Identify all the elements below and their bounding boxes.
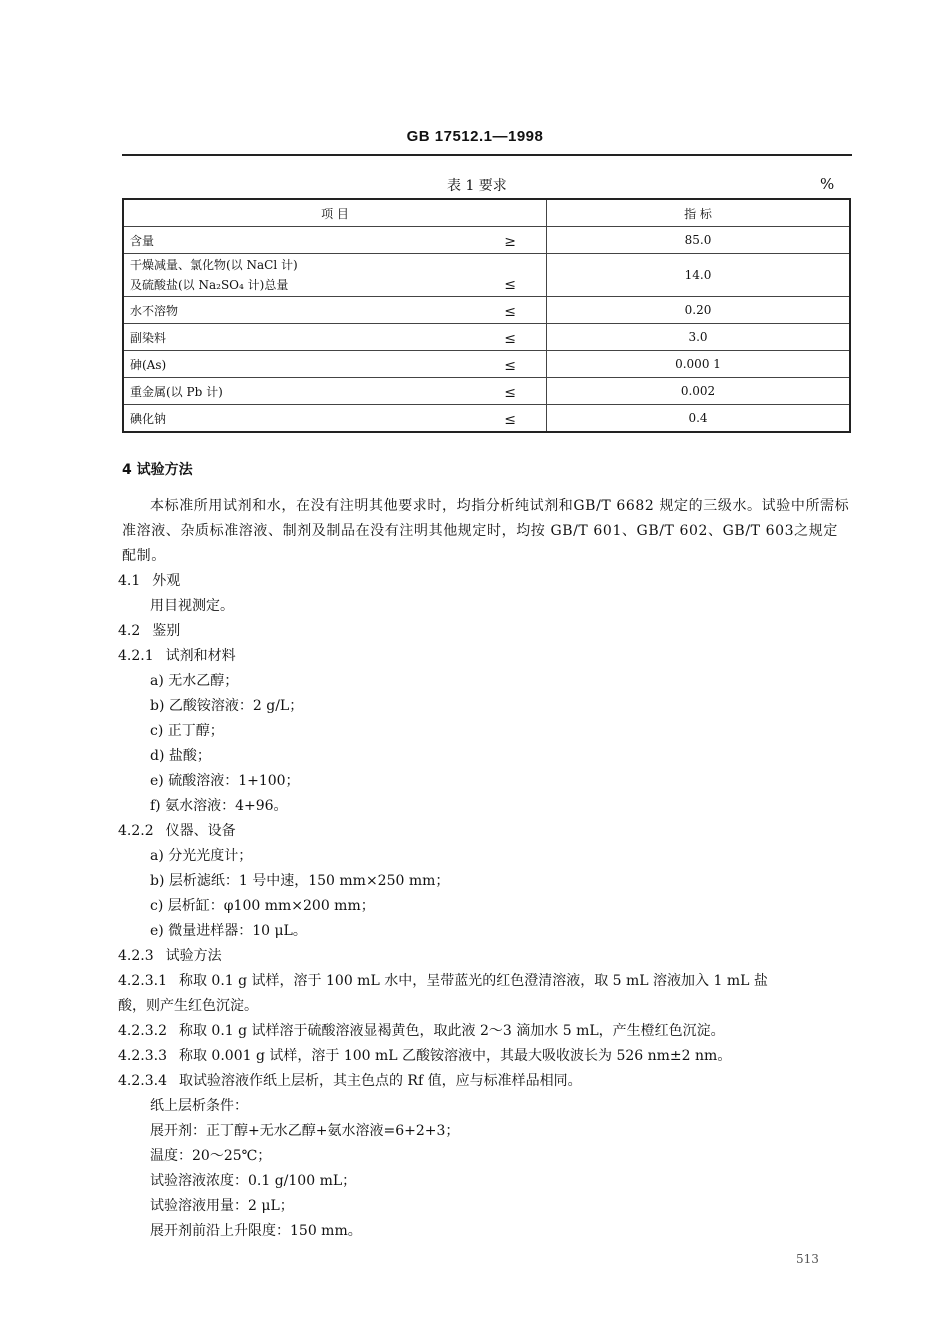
condition-line: 纸上层析条件：: [150, 1098, 248, 1114]
row-value: 3.0: [547, 324, 851, 351]
section-4-1-text: 用目视测定。: [150, 598, 234, 614]
row-item: [123, 378, 547, 405]
row-name-line1: 干燥减量、氯化物(以 NaCl 计): [130, 258, 298, 272]
table-caption: 表 1 要求: [447, 178, 507, 194]
row-symbol: ≤: [504, 331, 516, 347]
section-4-2-3-3: [118, 1044, 858, 1069]
row-name: 副染料: [130, 330, 167, 345]
header-rule: [122, 154, 852, 156]
row-name: 含量: [130, 233, 155, 248]
row-name: 碘化钠: [130, 411, 167, 426]
section-4-title: 4 试验方法: [122, 462, 193, 478]
row-symbol: ≤: [504, 304, 516, 320]
section-number: 4.2.2: [118, 823, 154, 839]
row-symbol: ≤: [504, 385, 516, 401]
list-item: f) 氨水溶液：4+96。: [150, 798, 288, 814]
row-symbol: ≥: [504, 234, 516, 250]
section-title: 试剂和材料: [165, 648, 236, 664]
section-number: 4.2: [118, 623, 141, 639]
section-number: 4.2.3: [118, 948, 154, 964]
condition-line: 温度：20～25℃；: [150, 1148, 272, 1164]
section-text: 取试验溶液作纸上层析，其主色点的 Rf 值，应与标准样品相同。: [178, 1073, 582, 1089]
row-name: 重金属(以 Pb 计): [130, 384, 223, 399]
section-number: 4.2.1: [118, 648, 154, 664]
section-number: 4.2.3.1: [118, 973, 167, 989]
section-4-2-3-4: [118, 1069, 858, 1094]
section-number: 4.2.3.3: [118, 1048, 167, 1064]
row-value: 0.20: [547, 297, 851, 324]
section-4-2-1-heading: [118, 644, 858, 669]
row-value: 85.0: [547, 227, 851, 254]
list-item: e) 硫酸溶液：1+100；: [150, 773, 300, 789]
table-row: [123, 297, 850, 324]
section-text: 称取 0.1 g 试样溶于硫酸溶液显褐黄色，取此液 2～3 滴加水 5 mL，产生橙红色沉淀。: [178, 1023, 725, 1039]
section-title: 鉴别: [152, 623, 181, 639]
row-value: 0.000 1: [547, 351, 851, 378]
list-item: c) 层析缸：φ100 mm×200 mm；: [150, 898, 375, 914]
section-number: 4.2.3.4: [118, 1073, 167, 1089]
row-symbol: ≤: [504, 277, 516, 293]
row-name: 砷(As): [130, 357, 167, 372]
requirements-table: [122, 198, 851, 433]
row-item: [123, 227, 547, 254]
section-title: 试验方法: [165, 948, 222, 964]
section-number: 4.1: [118, 573, 141, 589]
table-row: [123, 378, 850, 405]
table-row: [123, 324, 850, 351]
section-text: 称取 0.001 g 试样，溶于 100 mL 乙酸铵溶液中，其最大吸收波长为 526 nm±2 nm。: [178, 1048, 732, 1064]
table-row: [123, 405, 850, 433]
list-item: e) 微量进样器：10 μL。: [150, 923, 307, 939]
section-text: 称取 0.1 g 试样，溶于 100 mL 水中，呈带蓝光的红色澄清溶液，取 5 mL 溶液加入 1 mL 盐: [178, 973, 768, 989]
list-item: a) 分光光度计；: [150, 848, 253, 864]
section-4-2-3-2: [118, 1019, 858, 1044]
section-title: 外观: [152, 573, 181, 589]
row-symbol: ≤: [504, 358, 516, 374]
row-item: [123, 351, 547, 378]
list-item: a) 无水乙醇；: [150, 673, 239, 689]
condition-line: 展开剂：正丁醇+无水乙醇+氨水溶液=6+2+3；: [150, 1123, 460, 1139]
row-symbol: ≤: [504, 412, 516, 428]
header-item: 项 目: [123, 199, 547, 227]
section-4-2-3-heading: [118, 944, 858, 969]
table-row: [123, 351, 850, 378]
condition-line: 试验溶液浓度：0.1 g/100 mL；: [150, 1173, 357, 1189]
document-header: GB 17512.1—1998: [406, 128, 544, 145]
row-name-line2: 及硫酸盐(以 Na₂SO₄ 计)总量: [130, 278, 289, 292]
section-title: 仪器、设备: [165, 823, 236, 839]
row-item: [123, 254, 547, 297]
section-number: 4.2.3.2: [118, 1023, 167, 1039]
condition-line: 展开剂前沿上升限度：150 mm。: [150, 1223, 362, 1239]
page-number: 513: [796, 1252, 819, 1266]
row-item: [123, 405, 547, 433]
condition-line: 试验溶液用量：2 μL；: [150, 1198, 294, 1214]
list-item: d) 盐酸；: [150, 748, 211, 764]
table-header-row: [123, 199, 850, 227]
list-item: b) 乙酸铵溶液：2 g/L；: [150, 698, 304, 714]
section-4-body: [118, 569, 858, 1244]
row-value: 0.4: [547, 405, 851, 433]
list-item: c) 正丁醇；: [150, 723, 224, 739]
section-4-2-heading: [118, 619, 858, 644]
section-4-intro: 本标准所用试剂和水，在没有注明其他要求时，均指分析纯试剂和GB/T 6682 规定的三级水。试验中所需标准溶液、杂质标准溶液、制剂及制品在没有注明其他规定时，均按 GB/T 601、GB/T 602、GB/T 603之规定配制。: [122, 498, 850, 564]
section-4-2-3-1: [118, 969, 858, 994]
table-unit: %: [820, 175, 835, 193]
table-row: [123, 254, 850, 297]
section-4-1-heading: [118, 569, 858, 594]
table-row: [123, 227, 850, 254]
row-item: [123, 324, 547, 351]
list-item: b) 层析滤纸：1 号中速，150 mm×250 mm；: [150, 873, 450, 889]
row-value: 14.0: [547, 254, 851, 297]
row-name: 水不溶物: [130, 303, 179, 318]
header-value: 指 标: [547, 199, 851, 227]
section-4-2-2-heading: [118, 819, 858, 844]
row-item: [123, 297, 547, 324]
row-value: 0.002: [547, 378, 851, 405]
section-4-2-3-1-cont: 酸，则产生红色沉淀。: [118, 998, 258, 1014]
